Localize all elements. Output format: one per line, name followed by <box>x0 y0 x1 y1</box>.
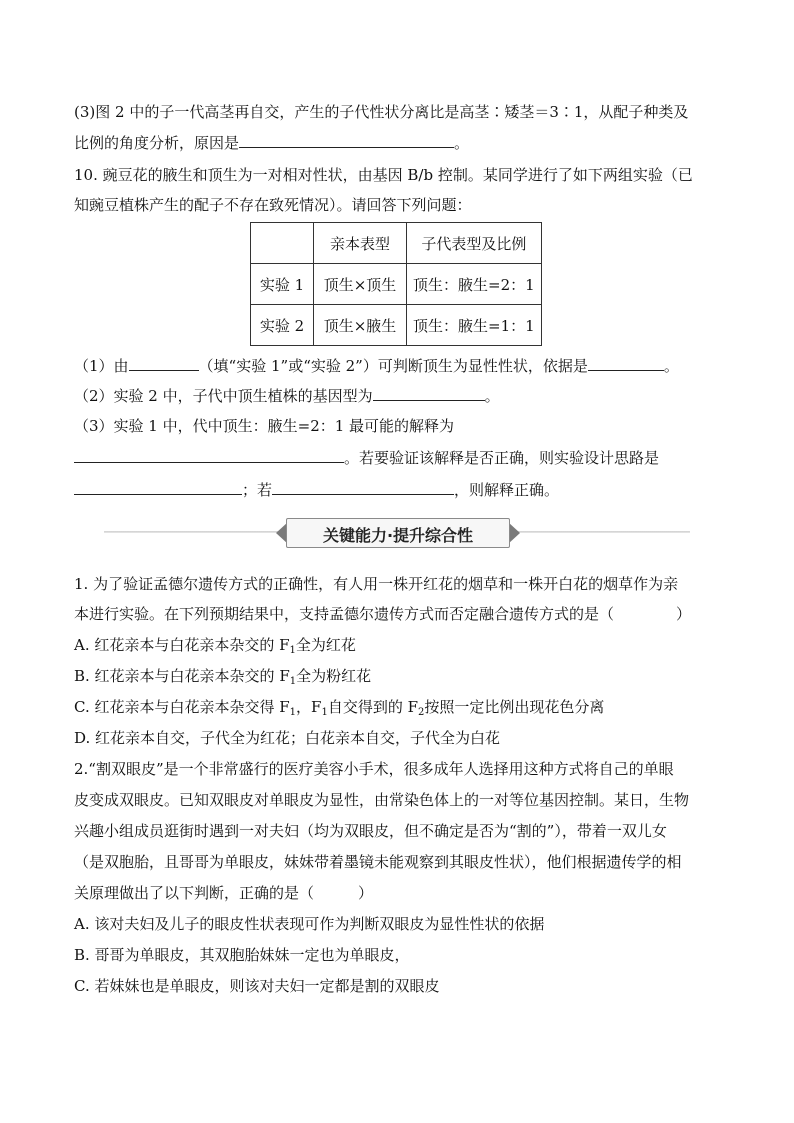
option-text: 全为粉红花 <box>296 667 372 685</box>
answer-blank[interactable] <box>74 480 242 495</box>
banner-box <box>286 518 510 548</box>
q10-p3-text3: ，则解释正确。 <box>454 481 560 499</box>
subscript: 1 <box>321 707 328 718</box>
table-header-cell: 子代表型及比例 <box>407 223 542 264</box>
period: 。 <box>484 387 500 405</box>
option-text: ，F <box>296 698 322 716</box>
q10-part3-line2 <box>74 448 734 468</box>
q1-option-c[interactable] <box>74 697 734 723</box>
q1-option-d[interactable]: D. 红花亲本自交，子代全为红花；白花亲本自交，子代全为白花 <box>74 729 501 747</box>
q10-line2: 知豌豆植株产生的配子不存在致死情况）。请回答下列问题： <box>74 196 472 214</box>
q9-3-line2 <box>74 133 734 153</box>
answer-blank[interactable] <box>588 356 664 371</box>
section-banner <box>104 516 690 550</box>
table-cell: 顶生×腋生 <box>314 305 407 346</box>
q10-part2 <box>74 386 734 406</box>
q1-stem: 本进行实验。在下列预期结果中，支持孟德尔遗传方式而否定融合遗传方式的是（ <box>74 605 615 623</box>
option-text: 全为红花 <box>295 636 356 654</box>
section-title: 关键能力·提升综合性 <box>322 526 474 545</box>
q2-line2: 皮变成双眼皮。已知双眼皮对单眼皮为显性，由常染色体上的一对等位基因控制。某日，生物 <box>74 791 690 809</box>
table-header-cell: 亲本表型 <box>314 223 407 264</box>
subscript: 1 <box>289 645 296 656</box>
answer-blank[interactable] <box>272 480 454 495</box>
q2-stem: 关原理做出了以下判断，正确的是（ <box>74 884 315 902</box>
table-row <box>251 305 542 346</box>
answer-blank[interactable] <box>239 133 454 148</box>
table-cell: 实验 1 <box>251 264 314 305</box>
q2-line1: 2.“割双眼皮”是一个非常盛行的医疗美容小手术，很多成年人选择用这种方式将自己的单眼 <box>74 760 674 778</box>
option-text: A. 红花亲本与白花亲本杂交的 F <box>74 636 290 654</box>
answer-blank[interactable] <box>129 356 199 371</box>
period: 。 <box>454 134 470 152</box>
q2-line4: （是双胞胎，且哥哥为单眼皮，妹妹带着墨镜未能观察到其眼皮性状），他们根据遗传学的相 <box>74 853 682 871</box>
table-row <box>251 264 542 305</box>
q1-line2 <box>74 604 734 624</box>
period: 。 <box>663 357 679 375</box>
table-cell: 顶生：腋生=2：1 <box>407 264 542 305</box>
option-text: B. 红花亲本与白花亲本杂交的 F <box>74 667 290 685</box>
q2-option-c[interactable]: C. 若妹妹也是单眼皮，则该对夫妇一定都是割的双眼皮 <box>74 977 440 995</box>
table-header-cell <box>251 223 314 264</box>
q1-option-a[interactable] <box>74 635 734 661</box>
q10-p1-text: （1）由 <box>74 357 129 375</box>
q10-p3-text: 。若要验证该解释是否正确，则实验设计思路是 <box>344 449 660 467</box>
table-cell: 实验 2 <box>251 305 314 346</box>
subscript: 1 <box>289 676 297 687</box>
q9-3-prompt: 比例的角度分析，原因是 <box>74 134 240 152</box>
q2-line5 <box>74 883 734 903</box>
subscript: 2 <box>418 707 425 718</box>
paren: ） <box>358 884 374 902</box>
option-text: 按照一定比例出现花色分离 <box>424 698 605 716</box>
q1-line1: 1. 为了验证孟德尔遗传方式的正确性，有人用一株开红花的烟草和一株开白花的烟草作为亲 <box>74 575 679 593</box>
q10-part3-line3 <box>74 480 734 500</box>
subscript: 1 <box>289 707 297 718</box>
table-cell: 顶生×顶生 <box>314 264 407 305</box>
answer-blank[interactable] <box>373 386 485 401</box>
q10-p1-text2: （填“实验 1”或“实验 2”）可判断顶生为显性性状，依据是 <box>198 357 588 375</box>
q1-option-b[interactable] <box>74 666 734 692</box>
q2-option-b[interactable]: B. 哥哥为单眼皮，其双胞胎妹妹一定也为单眼皮， <box>74 946 410 964</box>
q10-p3-text2: ；若 <box>242 481 273 499</box>
table-header-row <box>251 223 542 264</box>
answer-blank[interactable] <box>74 448 344 463</box>
banner-left-rule <box>104 531 286 533</box>
q10-line1: 10. 豌豆花的腋生和顶生为一对相对性状，由基因 B/b 控制。某同学进行了如下两组实验（已 <box>74 166 693 184</box>
experiment-table <box>250 222 542 346</box>
q10-p2-text: （2）实验 2 中，子代中顶生植株的基因型为 <box>74 387 373 405</box>
option-text: C. 红花亲本与白花亲本杂交得 F <box>74 698 290 716</box>
q2-line3: 兴趣小组成员逛街时遇到一对夫妇（均为双眼皮，但不确定是否为“割的”），带着一双儿女 <box>74 822 667 840</box>
paren: ） <box>676 605 692 623</box>
q10-part1 <box>74 356 734 376</box>
q2-option-a[interactable]: A. 该对夫妇及儿子的眼皮性状表现可作为判断双眼皮为显性性状的依据 <box>74 915 545 933</box>
banner-right-rule <box>508 531 690 533</box>
option-text: 自交得到的 F <box>327 698 419 716</box>
q10-part3: （3）实验 1 中，代中顶生：腋生=2：1 最可能的解释为 <box>74 417 455 435</box>
table-cell: 顶生：腋生=1：1 <box>407 305 542 346</box>
q9-3-line1: (3)图 2 中的子一代高茎再自交，产生的子代性状分离比是高茎∶矮茎＝3∶1，从配子种类及 <box>74 103 689 121</box>
